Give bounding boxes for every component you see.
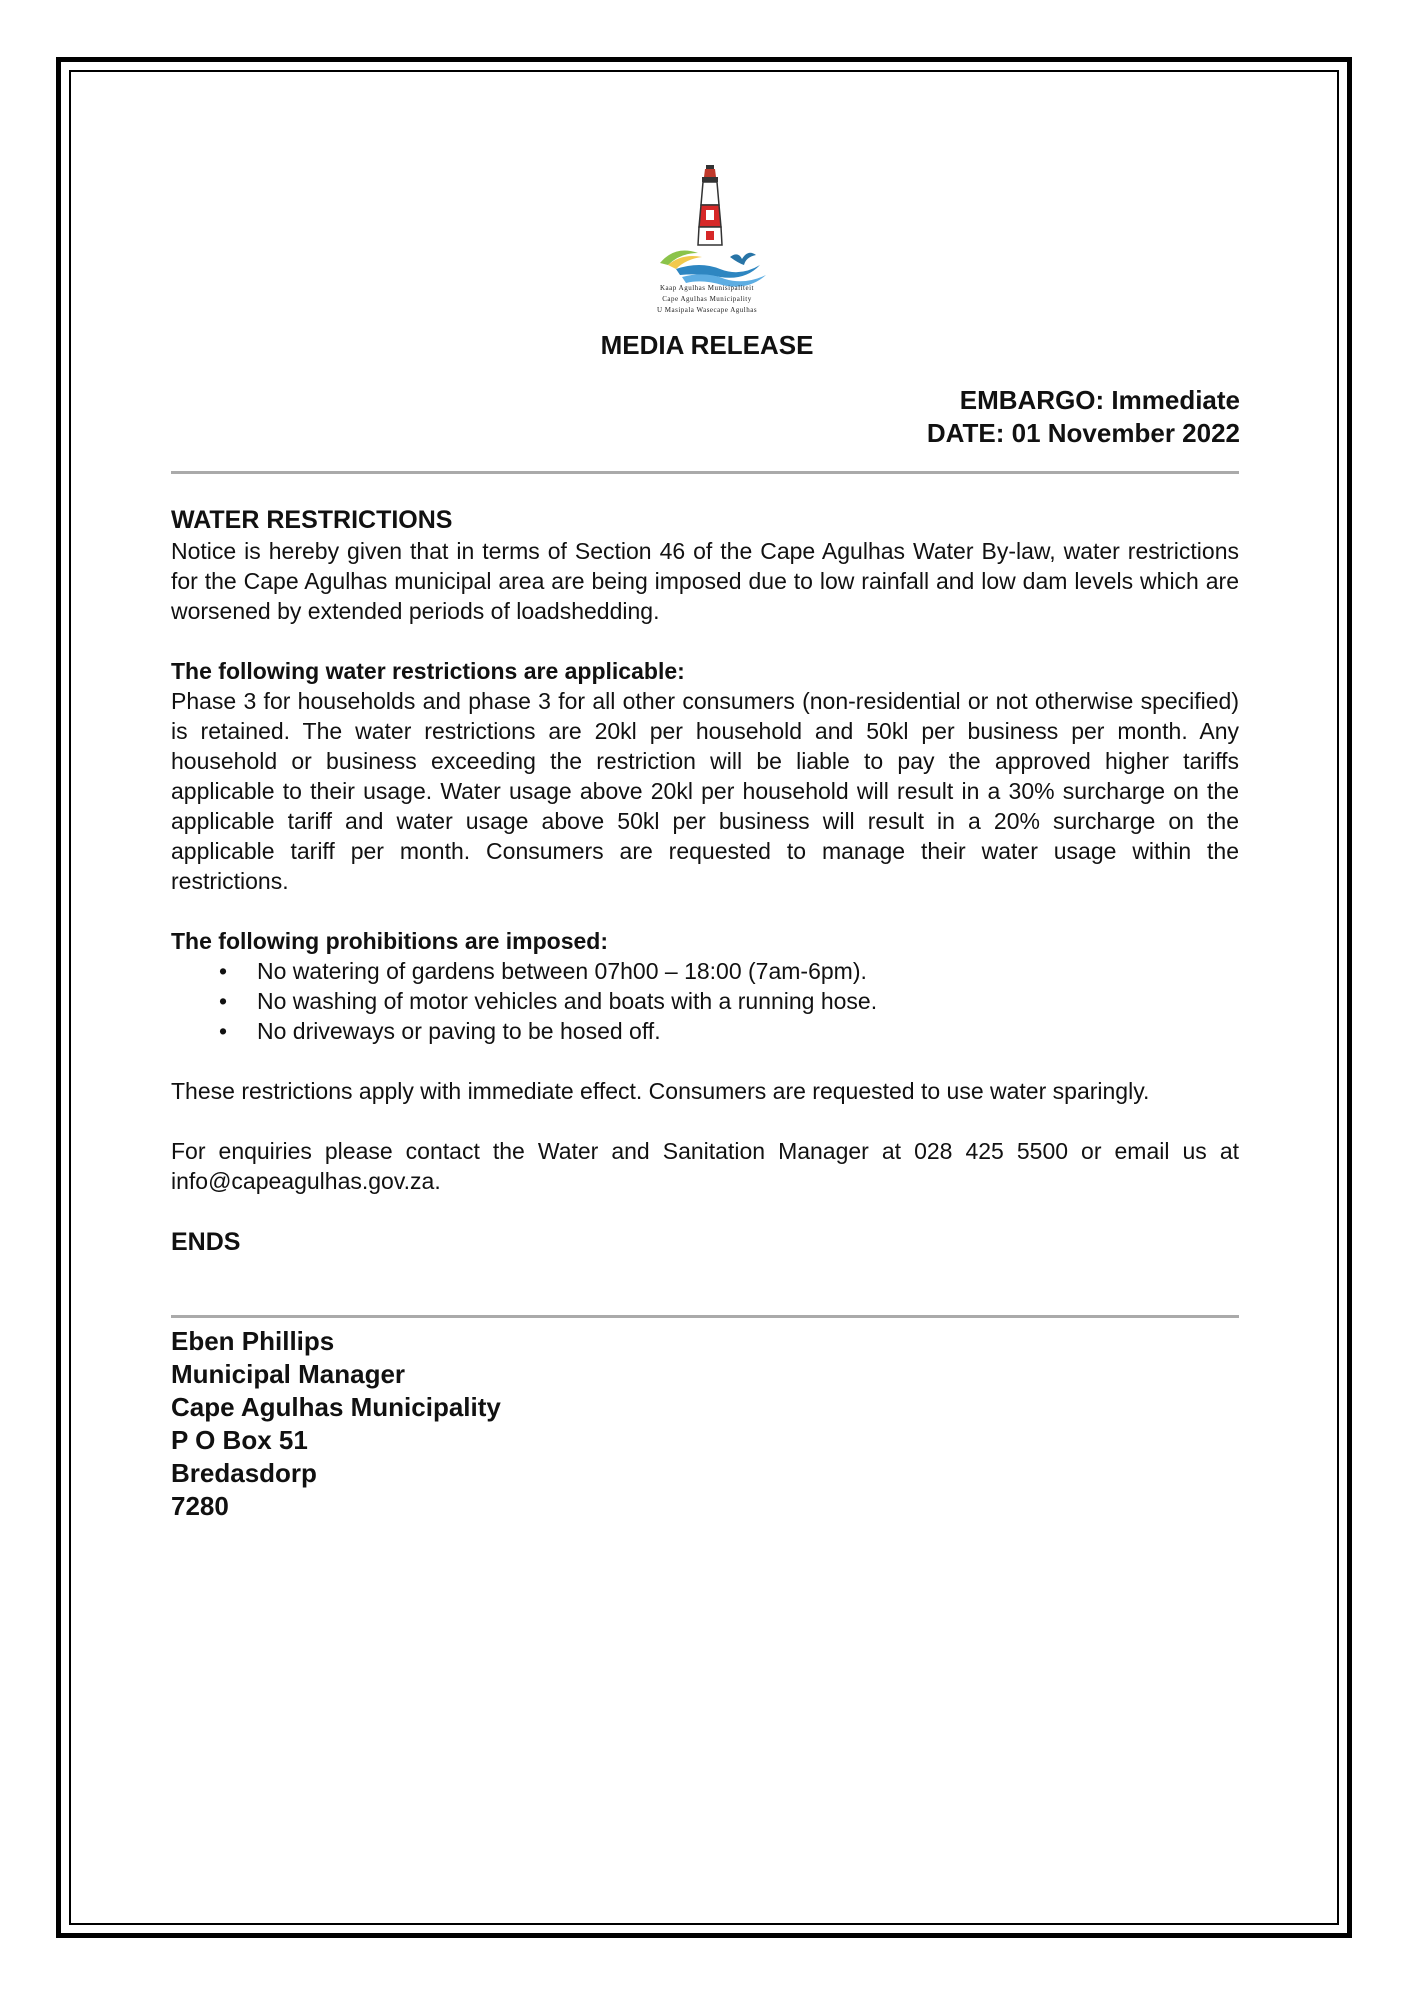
intro-paragraph: Notice is hereby given that in terms of Section 46 of the Cape Agulhas Water By-law, water restrictions for the Cape Agulhas municipal area are being imposed due to low rainfall and low dam levels which are worsened by extended periods of loadshedding.	[171, 538, 1239, 624]
restrictions-paragraph: Phase 3 for households and phase 3 for all other consumers (non-residential or not otherwise specified) is retained. The water restrictions are 20kl per household and 50kl per business per month. Any household or business exceeding the restriction will be liable to pay the approved higher tariffs applicable to their usage. Water usage above 20kl per household will result in a 30% surcharge on the applicable tariff and water usage above 50kl per business will result in a 20% surcharge on the applicable tariff per month. Consumers are requested to manage their water usage within the restrictions.	[171, 688, 1239, 894]
bullet-icon: •	[219, 988, 228, 1014]
prohibitions-list	[171, 956, 1239, 1046]
document-title: MEDIA RELEASE	[600, 330, 814, 360]
logo-text-line: Kaap Agulhas Munisipaliteit	[660, 284, 754, 292]
lighthouse-logo-icon	[620, 165, 800, 315]
logo-text-line: Cape Agulhas Municipality	[662, 295, 752, 303]
list-item	[171, 1016, 1239, 1046]
list-item-text: No watering of gardens between 07h00 – 18:00 (7am-6pm).	[257, 958, 867, 984]
logo-text-line: U Masipala Wasecape Agulhas	[656, 306, 758, 314]
organisation-name: Cape Agulhas Municipality	[171, 1392, 501, 1422]
bullet-icon: •	[219, 958, 228, 984]
signatory-title: Municipal Manager	[171, 1359, 406, 1389]
restrictions-heading: The following water restrictions are applicable:	[171, 658, 685, 684]
town: Bredasdorp	[171, 1458, 317, 1488]
list-item	[171, 986, 1239, 1016]
ends-marker: ENDS	[171, 1228, 241, 1256]
signatory-name: Eben Phillips	[171, 1326, 335, 1356]
list-item-text: No washing of motor vehicles and boats with a running hose.	[257, 988, 878, 1014]
main-content	[171, 504, 1239, 1258]
header-divider	[171, 471, 1239, 474]
signature-block	[171, 1325, 501, 1523]
section-heading: WATER RESTRICTIONS	[171, 506, 453, 534]
bullet-icon: •	[219, 1018, 228, 1044]
embargo-line: EMBARGO: Immediate	[959, 385, 1240, 415]
postal-box: P O Box 51	[171, 1425, 308, 1455]
effect-paragraph: These restrictions apply with immediate effect. Consumers are requested to use water sparingly.	[171, 1078, 1150, 1104]
list-item-text: No driveways or paving to be hosed off.	[257, 1018, 661, 1044]
postal-code: 7280	[171, 1491, 229, 1521]
enquiries-paragraph: For enquiries please contact the Water and Sanitation Manager at 028 425 5500 or email us at info@capeagulhas.gov.za.	[171, 1138, 1239, 1194]
list-item	[171, 956, 1239, 986]
prohibitions-heading: The following prohibitions are imposed:	[171, 928, 608, 954]
footer-divider	[171, 1315, 1239, 1318]
date-line: DATE: 01 November 2022	[926, 418, 1240, 448]
